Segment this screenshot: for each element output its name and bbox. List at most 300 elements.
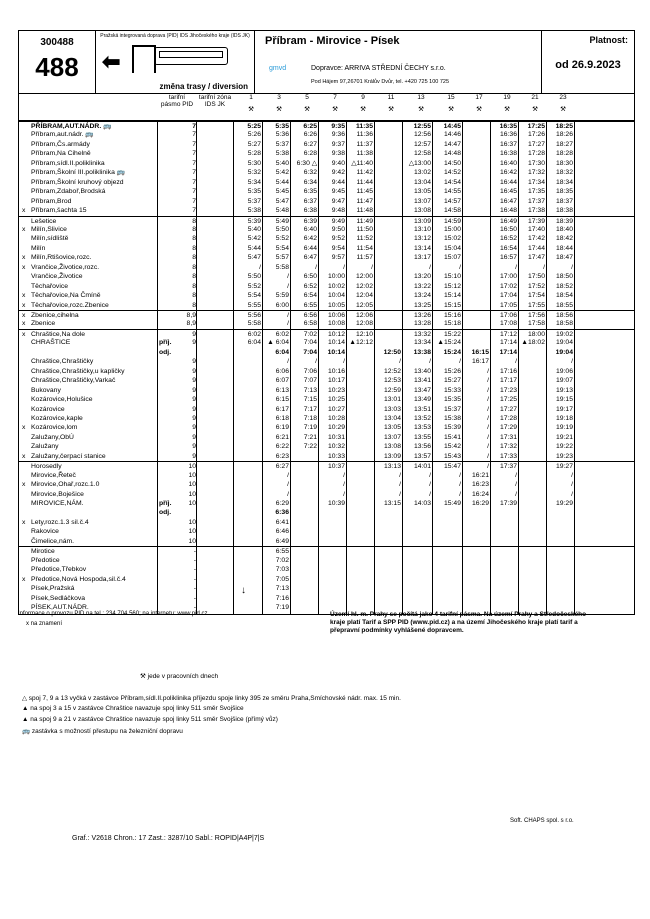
table-row [19, 442, 634, 452]
departure-time: 17:35 [527, 188, 545, 196]
departure-time: 12:05 [355, 301, 373, 309]
departure-time: 5:40 [247, 225, 261, 233]
line-number: 488 [35, 52, 79, 82]
departure-time: 7:02 [275, 556, 289, 564]
departure-time: 11:54 [356, 244, 373, 252]
zone: 8 [192, 282, 196, 290]
departure-time: 18:50 [555, 273, 573, 281]
departure-time: 14:54 [443, 178, 461, 186]
departure-time: / [515, 481, 517, 489]
departure-time: 19:29 [555, 500, 573, 507]
departure-time: 7:17 [303, 405, 317, 413]
departure-time: 6:49 [275, 537, 289, 545]
departure-time: 16:17 [471, 358, 489, 366]
departure-time: 13:28 [413, 320, 431, 328]
zone: 8 [192, 301, 196, 309]
departure-time: 17:25 [527, 123, 545, 130]
departure-time: 9:44 [331, 178, 345, 186]
departure-time: 11:52 [356, 235, 373, 243]
stop-name: MIROVICE,NÁM. [31, 500, 84, 507]
departure-time: 10:14 [327, 348, 345, 356]
departure-time: 16:23 [471, 481, 489, 489]
change-note: změna trasy / diversion [159, 82, 248, 91]
line-id-box [19, 31, 96, 93]
trip-number: 1 [249, 94, 253, 101]
departure-time: 6:50 [303, 273, 317, 281]
departure-time: 17:44 [527, 244, 545, 252]
departure-time: / [399, 471, 401, 479]
departure-time: 16:38 [499, 150, 517, 158]
table-row [19, 348, 634, 358]
departure-time: 19:15 [555, 396, 573, 404]
validity-label: Platnost: [589, 35, 628, 45]
trip-header [324, 94, 346, 113]
column-header [19, 94, 634, 121]
request-stop-mark: x [22, 225, 26, 233]
departure-time: / [429, 358, 431, 366]
departure-time: 15:47 [443, 463, 461, 471]
departure-time: 10:27 [327, 405, 345, 413]
request-stop-mark: x [22, 320, 26, 328]
departure-time: 17:32 [527, 169, 545, 177]
departure-time: 11:35 [355, 123, 373, 130]
departure-time: 14:57 [443, 197, 461, 205]
departure-time: / [343, 358, 345, 366]
table-row [19, 518, 634, 528]
table-row [19, 594, 634, 604]
departure-time: / [487, 367, 489, 375]
departure-time: 16:40 [499, 159, 517, 167]
departure-time: 15:37 [443, 405, 461, 413]
departure-time: 6:17 [275, 405, 289, 413]
table-row [19, 168, 634, 178]
zone: 10 [188, 537, 196, 545]
departure-time: 5:59 [275, 292, 289, 300]
departure-time: 17:00 [499, 273, 517, 281]
table-row [19, 565, 634, 575]
departure-time: 18:25 [555, 123, 573, 130]
stop-name: Předotice,Nová Hospoda,sil.č.4 [31, 575, 126, 583]
departure-time: 7:16 [275, 594, 289, 602]
workday-icon: ⚒ [248, 106, 254, 113]
stop-name: Příbram,aut.nádr. 🚌 [31, 131, 94, 139]
down-arrow-icon: ↓ [241, 585, 246, 596]
departure-time: 5:57 [275, 254, 289, 262]
zone: - [193, 575, 196, 583]
trip-header [524, 94, 546, 113]
workday-note: ⚒ jede v pracovních dnech [140, 673, 219, 680]
departure-time: 17:14 [499, 348, 517, 356]
departure-time: 11:50 [356, 225, 373, 233]
departure-time: 12:53 [383, 377, 401, 385]
left-arrow-icon: ⬅ [102, 49, 121, 74]
departure-time: 17:32 [499, 443, 517, 451]
departure-time: 6:56 [303, 312, 317, 319]
table-row [19, 197, 634, 207]
departure-time: 13:40 [413, 367, 431, 375]
departure-time: 17:23 [499, 386, 517, 394]
departure-time: 5:38 [275, 150, 289, 158]
departure-time: 5:49 [275, 217, 289, 225]
departure-time: 10:16 [327, 367, 345, 375]
departure-time: 11:49 [356, 217, 373, 225]
departure-time: / [315, 263, 317, 271]
departure-time: 7:06 [303, 367, 317, 375]
table-row [19, 253, 634, 263]
departure-time: 13:24 [413, 292, 431, 300]
workday-icon: ⚒ [448, 106, 454, 113]
departure-time: 5:44 [247, 244, 261, 252]
zone: 8 [192, 217, 196, 225]
departure-time: / [429, 490, 431, 498]
departure-time: 7:19 [275, 603, 289, 611]
departure-time: 14:46 [443, 131, 461, 139]
departure-time: 6:27 [275, 463, 289, 471]
zone: 9 [192, 358, 196, 366]
departure-time: 6:13 [275, 386, 289, 394]
departure-time: 6:55 [275, 548, 289, 556]
zone: 8,9 [186, 320, 196, 328]
table-row [19, 291, 634, 301]
departure-time: 14:45 [443, 123, 461, 130]
stop-name: Příbram,Školní III.poliklinika 🚌 [31, 169, 126, 177]
departure-time: 5:50 [275, 225, 289, 233]
departure-time: 5:50 [247, 273, 261, 281]
zone: 9 [192, 396, 196, 404]
arr-dep-label: odj. [159, 509, 172, 517]
departure-time: 18:34 [555, 178, 573, 186]
departure-time: 13:07 [383, 433, 401, 441]
departure-time: 9:36 [331, 131, 345, 139]
request-stop-mark: x [22, 481, 26, 489]
departure-time: 13:53 [413, 424, 431, 432]
departure-time: 13:10 [413, 225, 431, 233]
request-stop-mark: x [22, 301, 26, 309]
departure-time: 15:04 [443, 244, 461, 252]
departure-time: 13:12 [413, 235, 431, 243]
departure-time: 5:30 [247, 159, 261, 167]
stop-name: Příbram,šachta 15 [31, 207, 87, 215]
departure-time: 19:13 [555, 386, 573, 394]
departure-time: / [571, 490, 573, 498]
table-row [19, 452, 634, 462]
departure-time: 6:07 [275, 377, 289, 385]
trip-number: 17 [475, 94, 483, 101]
departure-time: 17:50 [527, 273, 545, 281]
departure-time: 19:27 [555, 463, 573, 471]
departure-time: 14:52 [443, 169, 461, 177]
departure-time: 10:39 [327, 500, 345, 507]
workday-icon: ⚒ [304, 106, 310, 113]
stop-name: Příbram,Zdaboř,Brodská [31, 188, 106, 196]
zone: 8 [192, 244, 196, 252]
table-row [19, 357, 634, 367]
trip-number: 9 [361, 94, 365, 101]
departure-time: 13:05 [413, 188, 431, 196]
departure-time: 17:40 [527, 225, 545, 233]
table-row [19, 263, 634, 273]
departure-time: 13:14 [413, 244, 431, 252]
table-row [19, 206, 634, 216]
zone: 10 [188, 463, 196, 471]
departure-time: 5:27 [247, 140, 261, 148]
trip-header [268, 94, 290, 113]
departure-time: 16:52 [499, 235, 517, 243]
departure-time: 11:47 [356, 197, 373, 205]
gmvd-logo: gmvd [269, 65, 287, 72]
departure-time: 6:27 [303, 140, 317, 148]
table-row [19, 225, 634, 235]
table-row [19, 301, 634, 311]
table-row [19, 480, 634, 490]
workday-icon: ⚒ [560, 106, 566, 113]
departure-time: 17:16 [499, 367, 517, 375]
stop-name: Čimelice,nám. [31, 537, 75, 545]
trip-number: 7 [333, 94, 337, 101]
stop-name: Milín,Rtišovice,rozc. [31, 254, 92, 262]
departure-time: 9:35 [331, 123, 345, 130]
departure-time: 11:57 [356, 254, 373, 262]
departure-time: 15:35 [443, 396, 461, 404]
departure-time: 17:38 [527, 207, 545, 215]
zone: 7 [192, 159, 196, 167]
departure-time: 17:29 [499, 424, 517, 432]
departure-time: 13:01 [383, 396, 401, 404]
departure-time: 5:56 [247, 312, 261, 319]
departure-time: 17:12 [499, 330, 517, 338]
departure-time: 6:23 [275, 452, 289, 460]
table-row [19, 367, 634, 377]
departure-time: 15:43 [443, 452, 461, 460]
departure-time: 9:45 [331, 188, 345, 196]
table-row [19, 178, 634, 188]
departure-time: ▲ 6:04 [267, 339, 289, 347]
request-stop-mark: x [22, 330, 26, 338]
departure-time: 19:07 [555, 377, 573, 385]
validity-box [542, 31, 634, 93]
departure-time: / [399, 358, 401, 366]
departure-time: 11:36 [356, 131, 373, 139]
departure-time: 9:40 [331, 159, 345, 167]
stop-name: Příbram,Školní kruhový objezd [31, 178, 124, 186]
departure-time: 15:39 [443, 424, 461, 432]
line-code: 300488 [40, 37, 74, 48]
departure-time: / [487, 396, 489, 404]
departure-time: 6:28 [303, 150, 317, 158]
departure-time: 7:13 [275, 585, 289, 593]
departure-time: 18:54 [555, 292, 573, 300]
footer: Graf.: V2618 Chron.: 17 Zast.: 3287/10 Sabl.: ROPID|A4P|7|S [72, 835, 265, 842]
stop-name: Mirovice,Řeteč [31, 471, 76, 479]
departure-time: 18:52 [555, 282, 573, 290]
departure-time: 18:26 [555, 131, 573, 139]
table-row [19, 490, 634, 500]
trip-header [352, 94, 374, 113]
trip-number: 13 [417, 94, 425, 101]
zone: 8 [192, 225, 196, 233]
stop-name: Lešetice [31, 217, 57, 225]
trip-number: 15 [447, 94, 455, 101]
departure-time: 12:50 [383, 348, 401, 356]
departure-time: 14:50 [443, 159, 461, 167]
zone: 9 [192, 377, 196, 385]
departure-time: 6:52 [303, 282, 317, 290]
departure-time: 13:05 [383, 424, 401, 432]
departure-time: / [287, 320, 289, 328]
departure-time: 10:29 [327, 424, 345, 432]
on-request-note: x na znamení [26, 621, 63, 627]
departure-time: 17:27 [527, 140, 545, 148]
departure-time: 13:49 [413, 396, 431, 404]
departure-time: 18:37 [555, 197, 573, 205]
departure-time: 5:44 [275, 178, 289, 186]
departure-time: 16:35 [499, 123, 517, 130]
departure-time: 5:38 [247, 207, 261, 215]
stop-name: Kozárovice,kaple [31, 414, 83, 422]
departure-time: 17:28 [527, 150, 545, 158]
departure-time: 19:02 [555, 330, 573, 338]
departure-time: 5:26 [247, 131, 261, 139]
departure-time: 5:52 [247, 282, 261, 290]
departure-time: 5:42 [275, 169, 289, 177]
stop-name: Chraštice,Chraštičky,u kapličky [31, 367, 125, 375]
zone: 10 [188, 528, 196, 536]
departure-time: 17:02 [499, 282, 517, 290]
departure-time: 17:05 [499, 301, 517, 309]
departure-time: / [287, 481, 289, 489]
departure-time: 19:21 [555, 433, 573, 441]
departure-time: 10:02 [327, 282, 345, 290]
operator: Dopravce: ARRIVA STŘEDNÍ ČECHY s.r.o. [311, 65, 446, 72]
departure-time: 15:16 [443, 312, 461, 319]
zone: 7 [192, 150, 196, 158]
zone: 10 [188, 471, 196, 479]
departure-time: 13:08 [413, 207, 431, 215]
departure-time: / [287, 471, 289, 479]
zone: 9 [192, 433, 196, 441]
departure-time: 17:37 [499, 463, 517, 471]
departure-time: 6:40 [303, 225, 317, 233]
table-row [19, 130, 634, 140]
departure-time: 17:08 [499, 320, 517, 328]
info-line: Informace o provozu PID na tel.: 234 704 560; na internetu: www.pid.cz [18, 611, 208, 617]
departure-time: 15:02 [443, 235, 461, 243]
departure-time: 11:45 [356, 188, 373, 196]
departure-time: 17:55 [527, 301, 545, 309]
departure-time: 15:26 [443, 367, 461, 375]
zone: 8,9 [186, 312, 196, 319]
table-row [19, 395, 634, 405]
departure-time: 17:52 [527, 282, 545, 290]
departure-time: / [487, 443, 489, 451]
departure-time: / [459, 481, 461, 489]
departure-time: 13:04 [413, 178, 431, 186]
departure-time: 9:52 [331, 235, 345, 243]
departure-time: 5:40 [275, 159, 289, 167]
departure-time: 15:18 [443, 320, 461, 328]
departure-time: 13:20 [413, 273, 431, 281]
departure-time: 13:41 [413, 377, 431, 385]
stop-name: Zalužany,čerpací stanice [31, 452, 106, 460]
departure-time: 16:44 [499, 178, 517, 186]
departure-time: 18:58 [555, 320, 573, 328]
arr-dep-label: příj. [159, 500, 172, 507]
trip-header [296, 94, 318, 113]
table-row [19, 140, 634, 150]
departure-time: 13:08 [383, 443, 401, 451]
departure-time: 14:01 [413, 463, 431, 471]
table-row [19, 556, 634, 566]
departure-time: 16:21 [471, 471, 489, 479]
zone: 9 [192, 367, 196, 375]
table-row [19, 244, 634, 254]
departure-time: 10:28 [327, 414, 345, 422]
departure-time: 9:42 [331, 169, 345, 177]
timetable [18, 30, 635, 615]
departure-time: 13:04 [383, 414, 401, 422]
departure-time: 13:09 [413, 217, 431, 225]
zone: - [193, 594, 196, 602]
departure-time: 16:29 [471, 500, 489, 507]
departure-time: 17:17 [499, 377, 517, 385]
table-row [19, 499, 634, 509]
table-row [19, 386, 634, 396]
departure-time: △13:00 [408, 159, 431, 167]
workday-icon: ⚒ [276, 106, 282, 113]
departure-time: 5:52 [275, 235, 289, 243]
departure-time: 17:34 [527, 178, 545, 186]
departure-time: 6:02 [275, 330, 289, 338]
departure-time: 12:56 [413, 131, 431, 139]
departure-time: 18:39 [555, 217, 573, 225]
zone: 8 [192, 273, 196, 281]
departure-time: 5:54 [275, 244, 289, 252]
departure-time: 9:47 [331, 197, 345, 205]
departure-time: 12:59 [383, 386, 401, 394]
departure-time: 16:37 [499, 140, 517, 148]
departure-time: / [343, 263, 345, 271]
departure-time: 17:37 [527, 197, 545, 205]
note-rail-transfer: 🚌 zastávka s možností přestupu na železniční dopravu [22, 728, 183, 735]
departure-time: 11:44 [356, 178, 373, 186]
validity-date: od 26.9.2023 [555, 59, 621, 71]
departure-time: / [287, 282, 289, 290]
departure-time: 10:06 [327, 312, 345, 319]
departure-time: 15:27 [443, 377, 461, 385]
stop-name: Příbram,Brod [31, 197, 72, 205]
departure-time: / [487, 386, 489, 394]
departure-time: 18:38 [555, 207, 573, 215]
departure-time: 18:00 [527, 330, 545, 338]
departure-time: 10:33 [327, 452, 345, 460]
zone: 9 [192, 452, 196, 460]
departure-time: 5:58 [247, 320, 261, 328]
departure-time: 19:22 [555, 443, 573, 451]
departure-time: 10:32 [327, 443, 345, 451]
departure-time: 6:44 [303, 244, 317, 252]
departure-time: 6:21 [275, 433, 289, 441]
departure-time: / [515, 471, 517, 479]
departure-time: 15:42 [443, 443, 461, 451]
departure-time: 13:07 [413, 197, 431, 205]
departure-time: △11:40 [351, 159, 373, 167]
workday-icon: ⚒ [332, 106, 338, 113]
departure-time: 18:27 [555, 140, 573, 148]
trip-number: 3 [277, 94, 281, 101]
table-row [19, 376, 634, 386]
departure-time: 16:50 [499, 225, 517, 233]
zone: 9 [192, 414, 196, 422]
